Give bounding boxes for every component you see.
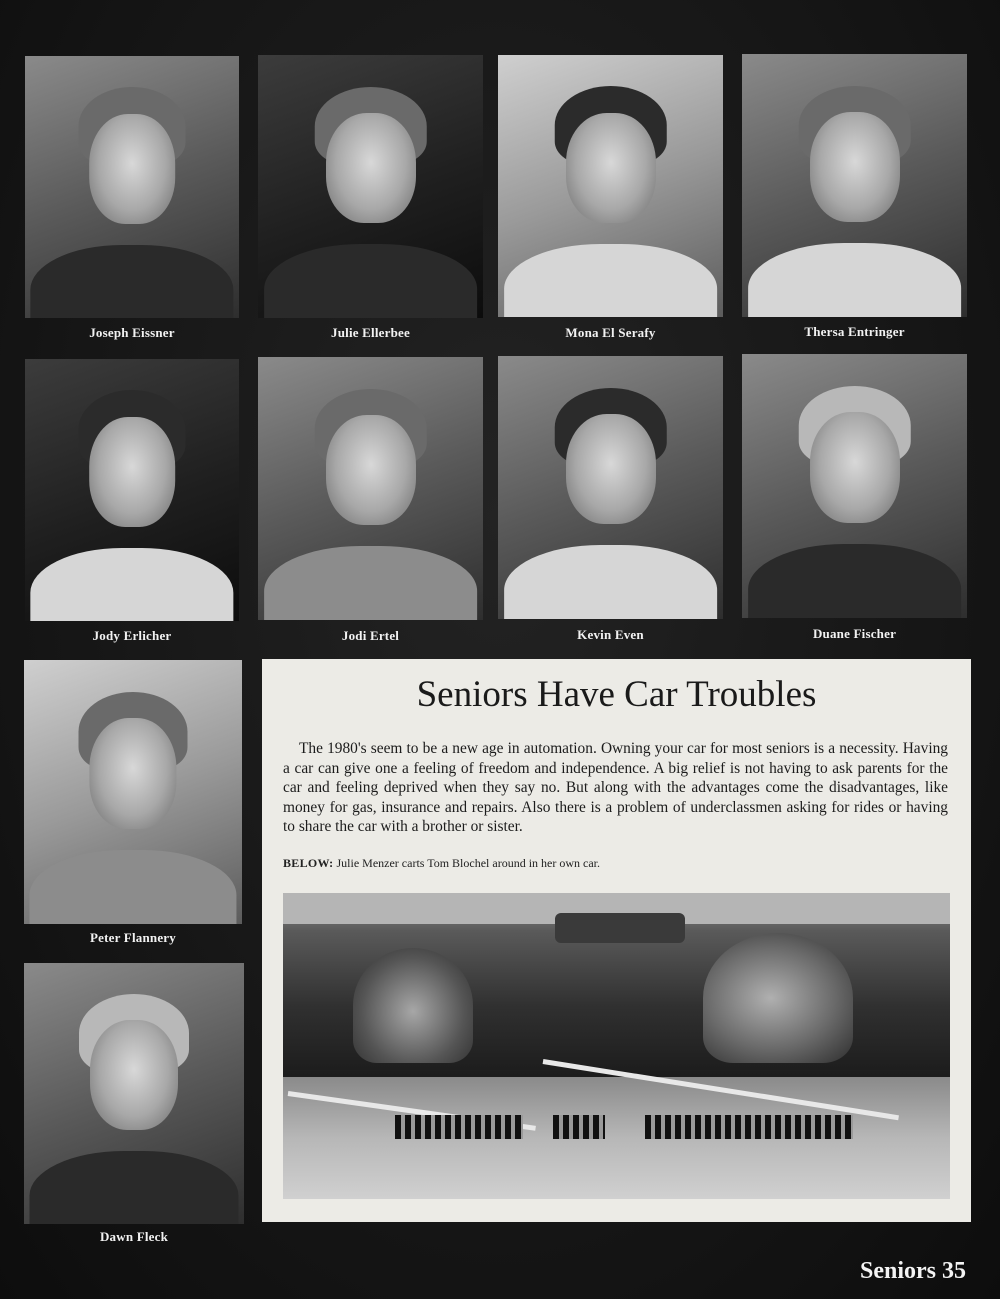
portrait-caption: Peter Flannery [90,930,176,945]
portrait-caption: Thersa Entringer [804,324,905,339]
portrait-photo-kevin-even [498,356,723,619]
portrait-caption: Julie Ellerbee [331,325,410,340]
portrait-caption: Jody Erlicher [92,628,172,643]
page-folio [860,1258,966,1285]
portrait-photo-dawn-fleck [24,963,244,1224]
folio-page-number: 35 [942,1258,966,1284]
article-body: The 1980's seem to be a new age in automation. Owning your car for most seniors is a necessity. Having a car can give one a feeling of freedom and independence. A big relief is not having to ask parents for the car and feeling deprived when they say no. But along with the advantages come the disadvantages, like money for gas, insurance and repairs. Also there is a problem of underclassmen asking for rides or having to share the car with a brother or sister. [283,740,948,835]
portrait-photo-mona-el-serafy [498,55,723,317]
portrait-caption: Joseph Eissner [89,325,175,340]
portrait-photo-thersa-entringer [742,54,967,317]
portrait-photo-duane-fischer [742,354,967,618]
portrait-photo-jody-erlicher [25,359,239,621]
portrait-photo-jodi-ertel [258,357,483,620]
car-photo [283,893,950,1199]
portrait-caption: Dawn Fleck [99,1229,169,1244]
portrait-photo-julie-ellerbee [258,55,483,318]
portrait-caption: Mona El Serafy [565,325,656,340]
portrait-caption: Duane Fischer [812,626,897,641]
portrait-photo-joseph-eissner [25,56,239,318]
folio-section: Seniors [859,1258,936,1284]
photo-caption-text: Julie Menzer carts Tom Blochel around in her own car. [336,856,601,870]
article-panel [262,659,971,1222]
photo-caption [283,856,948,871]
portrait-caption: Kevin Even [577,627,644,642]
portrait-caption: Jodi Ertel [341,628,400,643]
portrait-photo-peter-flannery [24,660,242,924]
photo-caption-lead: BELOW: [283,856,334,870]
article-headline: Seniors Have Car Troubles [416,674,817,715]
